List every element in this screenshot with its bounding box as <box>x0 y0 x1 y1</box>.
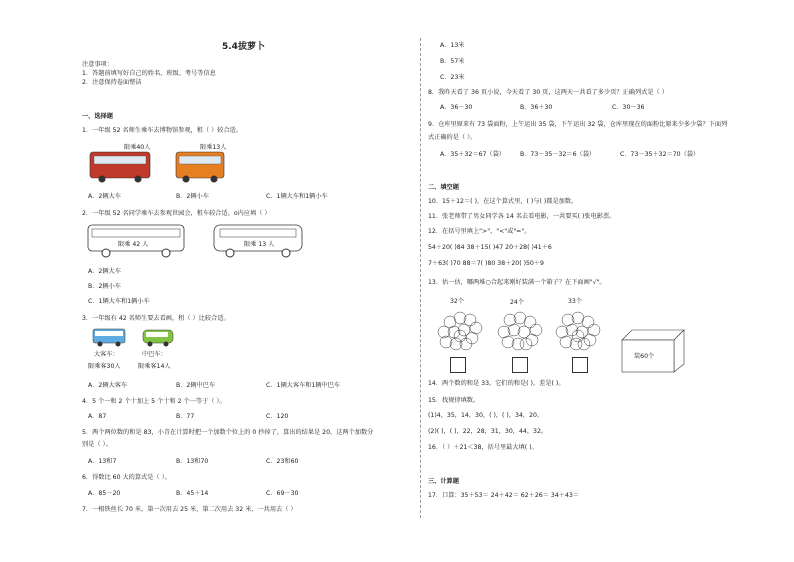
crate-box-image <box>618 328 688 374</box>
pile-count: 24个 <box>510 299 525 306</box>
ball-piles-image <box>432 306 622 356</box>
column-divider <box>420 38 421 518</box>
option-c[interactable]: C．73－35＋32＝70（袋） <box>620 151 700 158</box>
pile-count: 33个 <box>568 298 583 305</box>
small-bus-image <box>174 150 226 184</box>
option-c[interactable]: C．1辆大车和1辆小车 <box>266 193 328 200</box>
question-stem: 5．两个两位数的和是 83，小青在计算时把一个加数个位上的 0 抄掉了，算出的结果是 20，这两个加数分 <box>82 429 374 436</box>
van-image <box>142 327 176 349</box>
option-b[interactable]: B．13和70 <box>176 458 209 465</box>
fill-question[interactable]: 10．15＋12＝( )，在这个算式里，( )与( )都是加数。 <box>428 198 578 205</box>
option-a[interactable]: A．2辆大车 <box>88 268 121 275</box>
option-b[interactable]: B．45＋14 <box>176 490 209 497</box>
option-b[interactable]: B．2辆小车 <box>176 193 209 200</box>
question-stem: 3．一年级有 42 名师生要去看画，租（ ）比较合适。 <box>82 315 230 322</box>
pattern-row[interactable]: (1)4，35，14，30，( )，( )，34，20。 <box>428 412 544 419</box>
question-stem-cont: 别是（ ）。 <box>82 441 112 448</box>
page-title: 5.4拔萝卜 <box>222 42 265 52</box>
option-a[interactable]: A．2辆大客车 <box>88 382 128 389</box>
coach-image <box>92 327 126 349</box>
notice-item: 2．注意保持卷面整洁 <box>82 79 142 86</box>
option-a[interactable]: A．87 <box>88 413 107 420</box>
question-stem: 7．一根铁丝长 70 米，第一次用去 25 米，第二次用去 32 米，一共用去（ ） <box>82 506 297 513</box>
crate-label: 装60个 <box>634 353 655 360</box>
option-b[interactable]: B．57米 <box>440 58 465 65</box>
section-heading: 三、计算题 <box>428 478 459 485</box>
fill-question[interactable]: 11．张老师带了男女同学各 14 名去看电影，一共要买( )张电影票。 <box>428 213 616 220</box>
answer-box[interactable] <box>572 357 588 373</box>
compare-row[interactable]: 7＋63( )70 88＝7( )80 38＋20( )50＋9 <box>428 260 544 267</box>
option-c[interactable]: C．1辆大车和1辆小车 <box>88 298 150 305</box>
left-column <box>82 0 418 562</box>
section-heading: 一、选择题 <box>82 113 113 120</box>
answer-box[interactable] <box>512 357 528 373</box>
question-stem: 6．得数比 60 大的算式是（ ）。 <box>82 474 171 481</box>
option-c[interactable]: C．30－36 <box>612 104 645 111</box>
fill-question: 15．找规律填数。 <box>428 397 480 404</box>
option-c[interactable]: C．23米 <box>440 74 465 81</box>
right-column <box>428 0 728 562</box>
fill-question: 12．在括号里填上">"、"<"或"="。 <box>428 228 531 235</box>
fill-question[interactable]: 14．两个数的和是 33，它们的和是( )，差是( )。 <box>428 380 565 387</box>
question-stem: 1．一年级 52 名师生乘车去博物馆参观，租（ ）较合适。 <box>82 127 243 134</box>
notice-item: 1．答题前填写好自己的姓名、班级、考号等信息 <box>82 70 216 77</box>
notice-heading: 注意事项： <box>82 61 113 68</box>
option-c[interactable]: C．23和60 <box>266 458 299 465</box>
option-a[interactable]: A．36－30 <box>440 104 473 111</box>
option-a[interactable]: A．85－20 <box>88 490 121 497</box>
vehicle-label: 中巴车： <box>142 351 167 358</box>
option-b[interactable]: B．36＋30 <box>520 104 553 111</box>
option-b[interactable]: B．2辆中巴车 <box>176 382 216 389</box>
vehicle-capacity: 限乘客14人 <box>138 363 171 370</box>
option-a[interactable]: A．35＋32＝67（袋） <box>440 151 505 158</box>
option-a[interactable]: A．13米 <box>440 42 465 49</box>
fill-question: 13．估一估，哪两堆○合起来刚好装满一个箱子？在下面画"√"。 <box>428 279 606 286</box>
option-a[interactable]: A．2辆大车 <box>88 193 121 200</box>
option-c[interactable]: C．1辆大客车和1辆中巴车 <box>266 382 341 389</box>
vehicle-capacity: 限乘客30人 <box>88 363 121 370</box>
bus-capacity-label: 限乘 42 人 <box>118 241 149 248</box>
answer-box[interactable] <box>450 357 466 373</box>
big-bus-image <box>88 150 152 184</box>
pattern-row[interactable]: (2)( )，( )，22，28，31，30，44，32。 <box>428 428 548 435</box>
section-heading: 二、填空题 <box>428 184 459 191</box>
option-b[interactable]: B．2辆小车 <box>88 283 121 290</box>
compare-row[interactable]: 54＋20( )84 38＋15( )47 20＋28( )41＋6 <box>428 244 552 251</box>
option-b[interactable]: B．77 <box>176 413 195 420</box>
question-stem: 8．我昨天看了 36 页小说，今天看了 30 页，这两天一共看了多少页？正确列式是（ ） <box>428 89 668 96</box>
fill-question[interactable]: 16．（ ）＋21＜38，括号里最大填( )。 <box>428 444 538 451</box>
question-stem-cont: 式正确的是（ ）。 <box>428 134 477 141</box>
vehicle-label: 大客车： <box>94 351 119 358</box>
question-stem: 2．一年级 52 名同学乘车去参观世园会，租车较合适。o内应填（ ） <box>82 210 271 217</box>
option-a[interactable]: A．13和7 <box>88 458 117 465</box>
option-c[interactable]: C．120 <box>266 413 289 420</box>
option-c[interactable]: C．69－30 <box>266 490 299 497</box>
bus-capacity-label: 限乘13人 <box>200 144 227 151</box>
pile-count: 32个 <box>450 298 465 305</box>
question-stem: 9．仓库里原来有 73 袋面粉，上午运出 35 袋，下午运出 32 袋，仓库里现在的面粉比原来少多少袋？下面列 <box>428 121 728 128</box>
bus-capacity-label: 限乘40人 <box>124 144 151 151</box>
calc-question[interactable]: 17．口算：35＋53＝ 24＋42＝ 62＋26＝ 34＋43＝ <box>428 492 580 499</box>
question-stem: 4．5 个一和 2 个十加上 5 个十和 2 个一等于（ ）。 <box>82 398 226 405</box>
option-b[interactable]: B．73－35－32＝6（袋） <box>520 151 596 158</box>
bus-capacity-label: 限乘 13 人 <box>244 241 275 248</box>
